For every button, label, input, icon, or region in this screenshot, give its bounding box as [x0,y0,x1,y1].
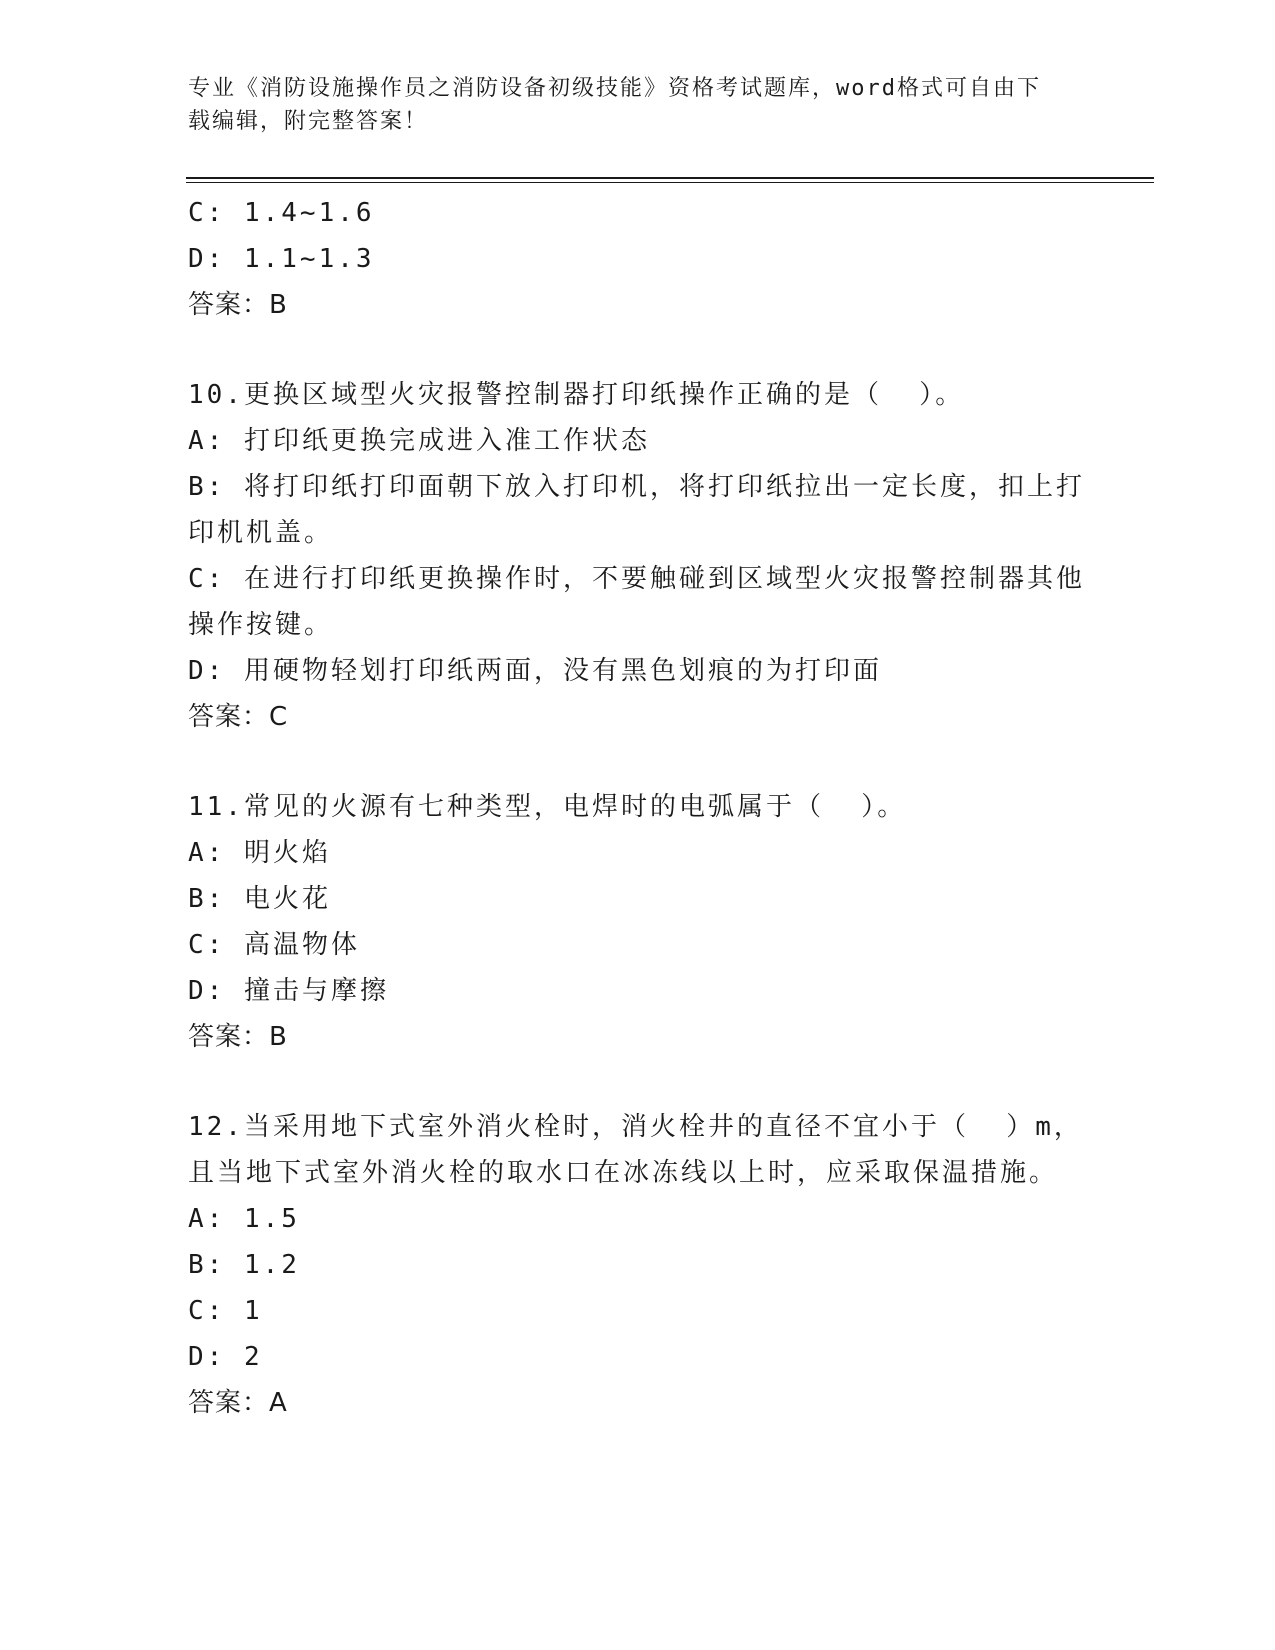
option-d: D: 撞击与摩擦 [188,976,389,1006]
option-c-continued: 操作按键。 [188,610,334,640]
option-d: D: 用硬物轻划打印纸两面，没有黑色划痕的为打印面 [188,656,882,686]
option-a: A: 1.5 [188,1204,300,1234]
spacer [188,328,1088,372]
question-11 [188,784,1088,1060]
question-stem: 11.常见的火源有七种类型，电焊时的电弧属于（ ）。 [188,792,907,822]
answer-label: 答案：B [188,290,288,320]
question-10 [188,372,1088,740]
option-c: C: 高温物体 [188,930,360,960]
question-stem: 12.当采用地下式室外消火栓时，消火栓井的直径不宜小于（ ）m， [188,1112,1083,1142]
header-divider-thick [186,177,1154,179]
spacer [188,740,1088,784]
option-b-continued: 印机机盖。 [188,518,334,548]
option-c: C: 1.4~1.6 [188,198,375,228]
question-12 [188,1104,1088,1426]
question-list [188,190,1088,1426]
option-d: D: 2 [188,1342,263,1372]
header-line-1: 专业《消防设施操作员之消防设备初级技能》资格考试题库，word格式可自由下 [188,76,1041,101]
question-stem-continued: 且当地下式室外消火栓的取水口在冰冻线以上时，应采取保温措施。 [188,1158,1059,1188]
option-d: D: 1.1~1.3 [188,244,375,274]
header-divider-thin [186,182,1154,183]
option-b: B: 1.2 [188,1250,300,1280]
question-stem: 10.更换区域型火灾报警控制器打印纸操作正确的是（ ）。 [188,380,965,410]
document-header [188,72,1088,138]
option-b: B: 将打印纸打印面朝下放入打印机，将打印纸拉出一定长度，扣上打 [188,472,1085,502]
answer-label: 答案：B [188,1022,288,1052]
option-c: C: 在进行打印纸更换操作时，不要触碰到区域型火灾报警控制器其他 [188,564,1085,594]
answer-label: 答案：C [188,702,289,732]
question-9-tail [188,190,1088,328]
option-b: B: 电火花 [188,884,331,914]
option-a: A: 明火焰 [188,838,331,868]
option-a: A: 打印纸更换完成进入准工作状态 [188,426,650,456]
answer-label: 答案：A [188,1388,288,1418]
spacer [188,1060,1088,1104]
header-line-2: 载编辑，附完整答案！ [188,109,429,134]
option-c: C: 1 [188,1296,263,1326]
